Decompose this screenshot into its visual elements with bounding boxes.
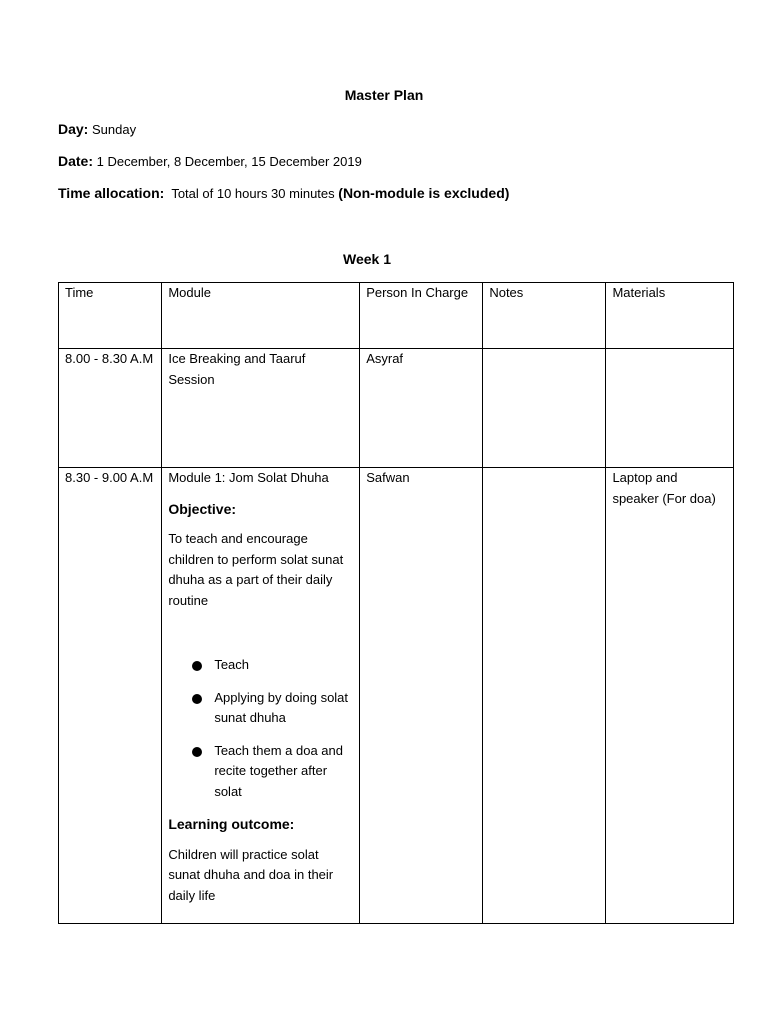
bullet-icon <box>192 694 202 704</box>
learning-outcome-text: Children will practice solat sunat dhuha and doa in their daily life <box>168 846 334 903</box>
learning-outcome-label: Learning outcome: <box>168 816 295 832</box>
objective-label: Objective: <box>168 500 237 517</box>
list-item <box>192 688 353 729</box>
row-module: Ice Breaking and Taaruf Session <box>162 349 360 468</box>
bullet-icon <box>192 661 202 671</box>
date-value: 1 December, 8 December, 15 December 2019 <box>96 154 362 169</box>
row-notes <box>483 349 606 468</box>
table-row <box>59 468 734 924</box>
row-person: Safwan <box>360 468 483 924</box>
table-header-row <box>59 283 734 349</box>
header-module: Module <box>162 283 360 349</box>
activity-list <box>168 655 353 802</box>
objective-text: To teach and encourage children to perform solat sunat dhuha as a part of their daily routine <box>168 531 344 608</box>
date-label: Date: <box>58 153 94 169</box>
week-heading: Week 1 <box>343 251 391 267</box>
page-title: Master Plan <box>344 87 424 103</box>
row-notes <box>483 468 606 924</box>
time-allocation-note: (Non-module is excluded) <box>338 185 510 201</box>
header-materials: Materials <box>606 283 734 349</box>
day-line <box>58 121 136 137</box>
row-person: Asyraf <box>360 349 483 468</box>
header-time: Time <box>59 283 162 349</box>
bullet-icon <box>192 747 202 757</box>
list-item <box>192 741 353 803</box>
list-item-text: Applying by doing solat sunat dhuha <box>214 689 349 725</box>
header-person-in-charge: Person In Charge <box>360 283 483 349</box>
list-item-text: Teach them a doa and recite together after solat <box>214 742 343 799</box>
day-label: Day: <box>58 121 89 137</box>
time-allocation-label: Time allocation: <box>58 185 165 201</box>
row-module-detail <box>162 468 360 924</box>
time-allocation-line <box>58 185 509 201</box>
header-notes: Notes <box>483 283 606 349</box>
date-line <box>58 153 362 169</box>
row-materials: Laptop and speaker (For doa) <box>606 468 734 924</box>
time-allocation-value: Total of 10 hours 30 minutes <box>171 186 335 201</box>
row-time: 8.30 - 9.00 A.M <box>59 468 162 924</box>
master-plan-table <box>58 282 734 924</box>
list-item-text: Teach <box>214 657 250 672</box>
row-materials <box>606 349 734 468</box>
module-title: Module 1: Jom Solat Dhuha <box>168 470 329 485</box>
row-time: 8.00 - 8.30 A.M <box>59 349 162 468</box>
list-item <box>192 655 353 676</box>
table-row <box>59 349 734 468</box>
day-value: Sunday <box>91 122 137 137</box>
